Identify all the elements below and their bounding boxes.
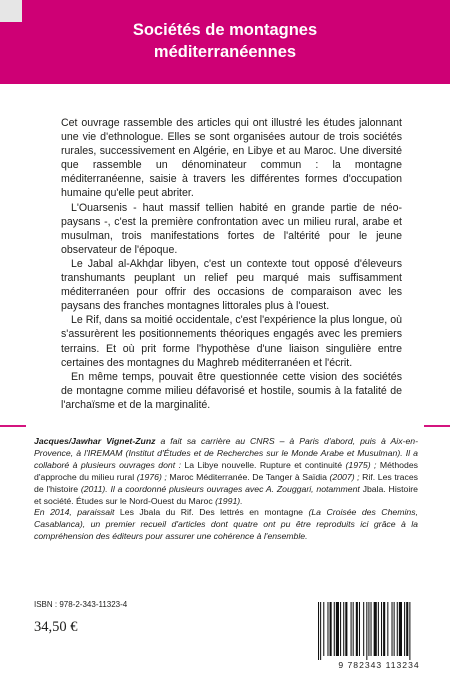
bio-text: (2007) ; — [326, 471, 363, 482]
bio-text: (1975) ; — [342, 459, 380, 470]
author-name: Jacques/Jawhar Vignet-Zunz — [34, 436, 156, 446]
barcode-number: 9 782343 113234 — [338, 660, 420, 670]
bio-paragraph-2 — [34, 507, 418, 543]
divider-right — [424, 425, 450, 427]
bio-work-title: Méthodes d'approche du milieu rural — [34, 459, 418, 482]
book-title-line2: méditerranéennes — [153, 43, 297, 61]
summary-paragraph-3: Le Jabal al-Akhḍar libyen, c'est un contexte tout opposé d'éleveurs transhumants peuplant un relief peu marqué mais suffisamment méditerranéen pour offrir des occasions de comparaison avec les paysans des franches montagnes littorales plus à l'ouest. — [61, 257, 402, 313]
summary-paragraph-4: Le Rif, dans sa moitié occidentale, c'est l'expérience la plus longue, où s'assurèrent les positionnements théoriques engagés avec les premiers terrains. Et où prit forme l'hypothèse d'une liaison singulière entre certaines des montagnes du Maghreb méditerranéen et l'écrit. — [61, 314, 402, 369]
bio-work-title: Rif. Les traces de l'histoire — [34, 471, 418, 494]
bio-paragraph-1 — [34, 436, 418, 507]
divider-left — [0, 425, 26, 427]
bio-text: (2011). Il a coordonné plusieurs ouvrages avec A. Zouggari, notamment — [78, 483, 363, 494]
book-title — [0, 19, 450, 63]
bio-text: a fait sa carrière au CNRS – à Paris d'abord, puis à Aix-en-Provence, à l'IREMAM (Institut d'Études et de Recherches sur le Monde Arabe et Musulman). Il a collaboré à plusieurs ouvrages dont : — [34, 436, 418, 470]
bio-text: (1976) ; — [134, 471, 170, 482]
price-label: 34,50 € — [34, 619, 78, 635]
bio-work-title: Maroc Méditerranée. De Tanger à Saïdia — [169, 471, 327, 482]
bio-text: (1991). — [212, 495, 243, 506]
bio-work-title: Jbala. Histoire et société. Études sur le Nord-Ouest du Maroc — [34, 483, 418, 506]
bio-text: En 2014, paraissait — [34, 507, 120, 518]
back-cover-summary — [61, 116, 402, 412]
author-biography — [34, 436, 418, 543]
summary-paragraph-2: L'Ouarsenis - haut massif tellien habité en grande partie de néo-paysans -, c'est la première confrontation avec un milieu rural, arabe et musulman, trois manifestations fortes de l'altérité pour le jeune observateur de l'époque. — [61, 201, 402, 256]
bio-work-title: Les Jbala du Rif. Des lettrés en montagne — [119, 507, 303, 518]
summary-paragraph-5: En même temps, pouvait être questionnée cette vision des sociétés de montagne comme milieu défavorisé et hostile, soumis à la fatalité de l'archaïsme et de la marginalité. — [61, 370, 402, 411]
bio-text: (La Croisée des Chemins, Casablanca), un premier recueil d'articles dont quatre ont pu être reproduits ici grâce à la compréhension des éditeurs pour assurer une cohérence à l'ensemble. — [34, 507, 418, 542]
bio-work-title: La Libye nouvelle. Rupture et continuité — [184, 459, 343, 470]
barcode-icon — [314, 600, 444, 660]
isbn-label: ISBN : 978-2-343-11323-4 — [34, 600, 128, 609]
summary-paragraph-1: Cet ouvrage rassemble des articles qui ont illustré les études jalonnant une vie d'ethnologue. Elles se sont organisées autour de trois sociétés rurales, successivement en Algérie, en Libye et au Maroc. Une diversité que rassemble un dénominateur commun : la montagne méditerranéenne, saisie à travers les différentes formes d'occupation humaine qu'elle peut abriter. — [61, 117, 402, 200]
book-title-line1: Sociétés de montagnes — [132, 21, 318, 39]
